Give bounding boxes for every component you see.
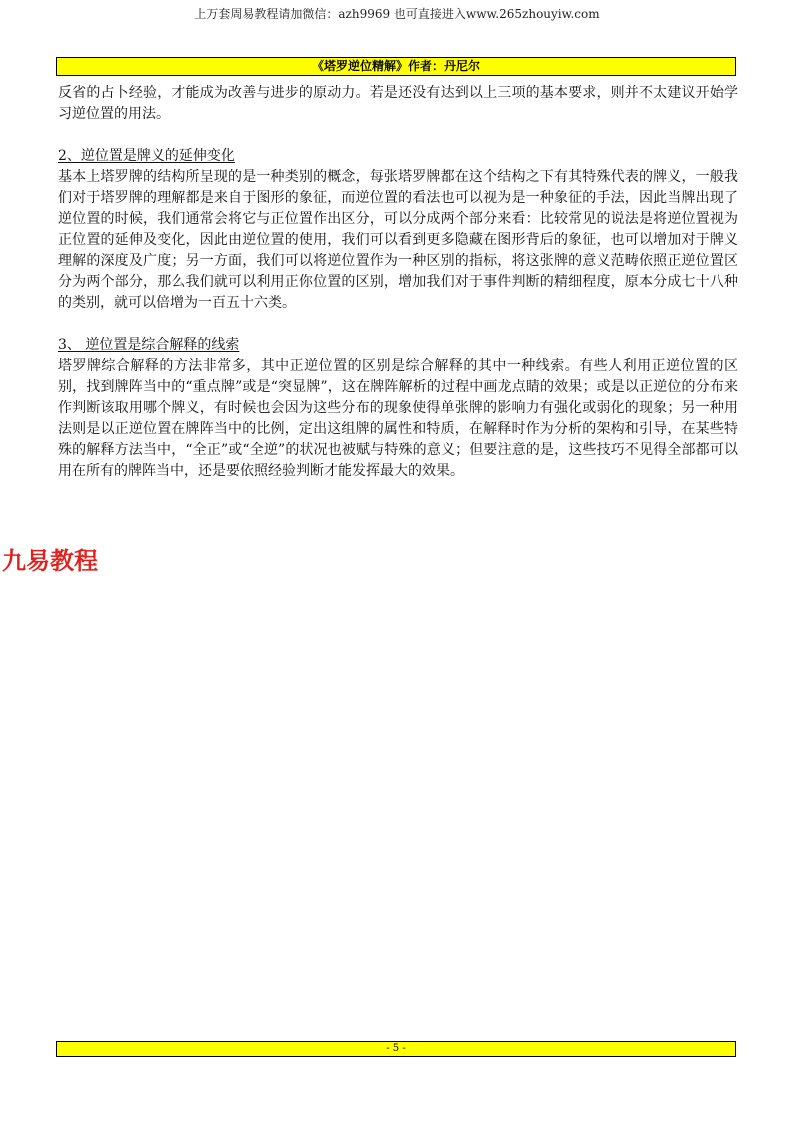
- section-3-paragraph: 塔罗牌综合解释的方法非常多，其中正逆位置的区别是综合解释的其中一种线索。有些人利用正逆位置的区别，找到牌阵当中的“重点牌”或是“突显牌”，这在牌阵解析的过程中画龙点睛的效果；或是以正逆位的分布来作判断该取用哪个牌义，有时候也会因为这些分布的现象使得单张牌的影响力有强化或弱化的现象；另一种用法则是以正逆位置在牌阵当中的比例，定出这组牌的属性和特质，在解释时作为分析的架构和引导，在某些特殊的解释方法当中，“全正”或“全逆”的状况也被赋与特殊的意义；但要注意的是，这些技巧不见得全部都可以用在所有的牌阵当中，还是要依照经验判断才能发挥最大的效果。: [58, 358, 738, 479]
- document-footer-banner: [56, 1041, 736, 1057]
- watermark-logo-text: 九易教程: [2, 547, 98, 575]
- document-body: [58, 83, 738, 482]
- section-2-heading: 2、逆位置是牌义的延伸变化: [58, 148, 235, 164]
- section-2-paragraph: 基本上塔罗牌的结构所呈现的是一种类别的概念，每张塔罗牌都在这个结构之下有其特殊代表的牌义，一般我们对于塔罗牌的理解都是来自于图形的象征，而逆位置的看法也可以视为是一种象征的手法，因此当牌出现了逆位置的时候，我们通常会将它与正位置作出区分，可以分成两个部分来看：比较常见的说法是将逆位置视为正位置的延伸及变化，因此由逆位置的使用，我们可以看到更多隐藏在图形背后的象征，也可以增加对于牌义理解的深度及广度；另一方面，我们可以将逆位置作为一种区别的指标，将这张牌的意义范畴依照正逆位置区分为两个部分，那么我们就可以利用正你位置的区别，增加我们对于事件判断的精细程度，原本分成七十八种的类别，就可以倍增为一百五十六类。: [58, 169, 738, 311]
- document-title: 《塔罗逆位精解》作者：丹尼尔: [311, 59, 480, 73]
- page-number: - 5 -: [386, 1043, 406, 1054]
- section-3-heading: 3、 逆位置是综合解释的线索: [58, 337, 240, 353]
- intro-paragraph: 反省的占卜经验，才能成为改善与进步的原动力。若是还没有达到以上三项的基本要求，则并不太建议开始学习逆位置的用法。: [58, 85, 738, 122]
- document-header-banner: [56, 57, 736, 76]
- top-notice: 上万套周易教程请加微信：azh9969 也可直接进入www.265zhouyiw.com: [194, 7, 600, 21]
